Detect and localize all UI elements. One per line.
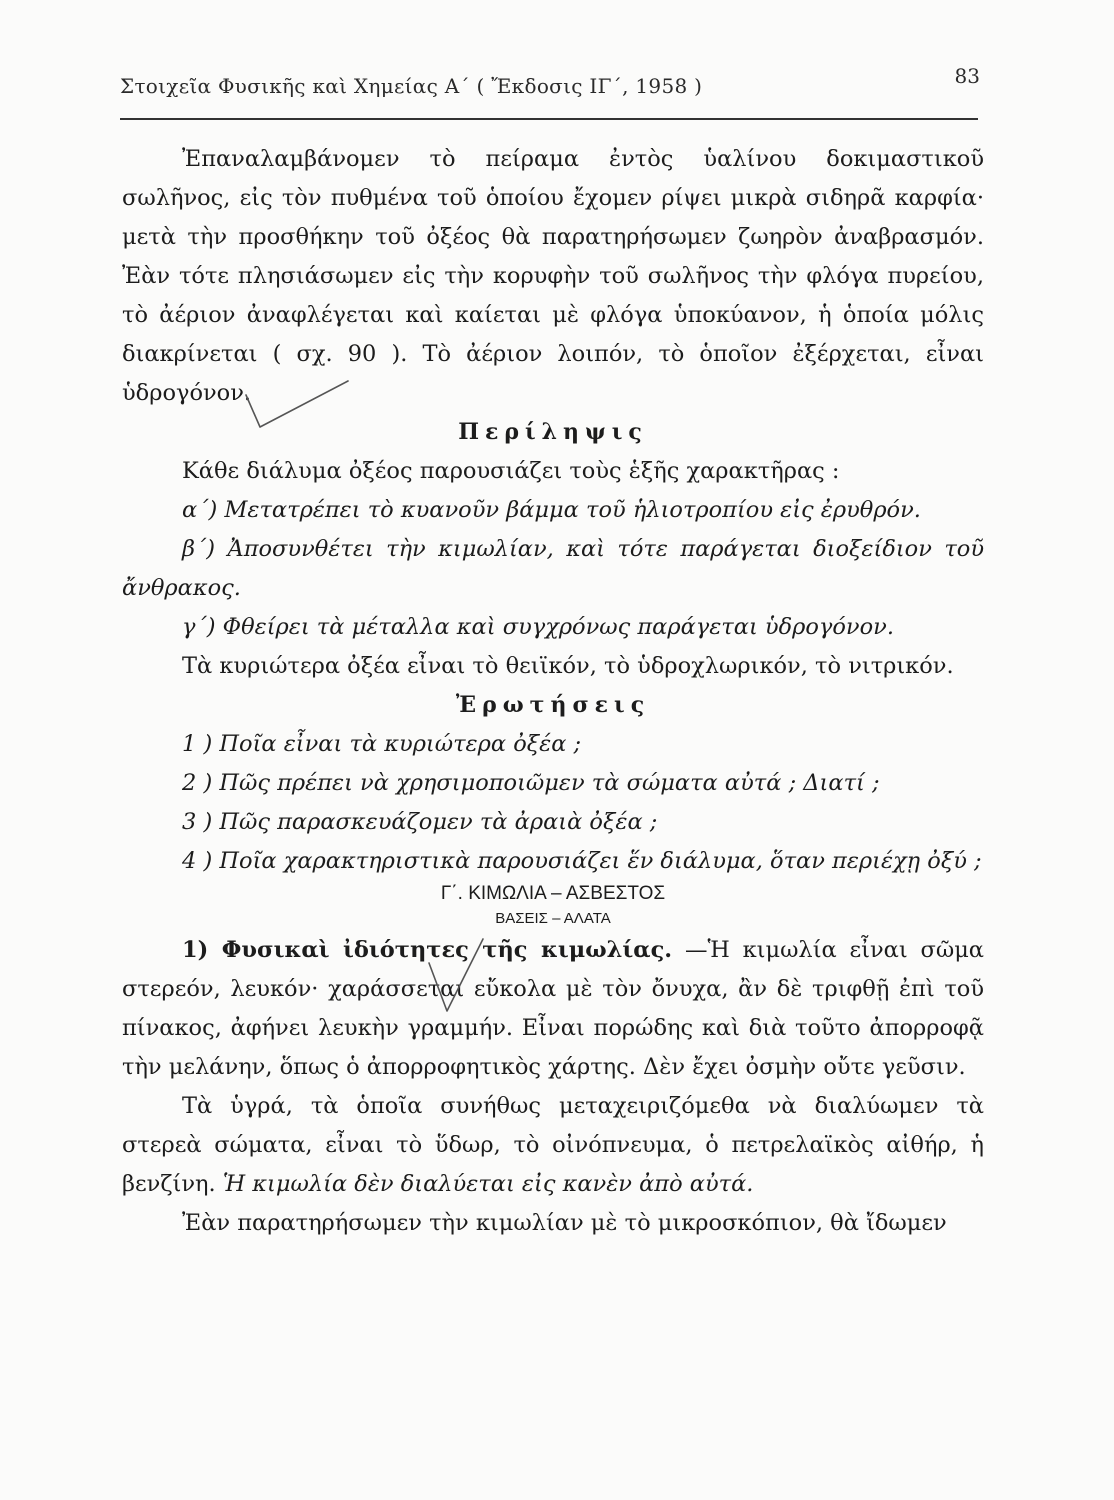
question-1: 1 ) Ποῖα εἶναι τὰ κυριώτερα ὀξέα ;: [182, 731, 582, 757]
paragraph-liquids: [122, 1087, 984, 1204]
paragraph-microscope: Ἐὰν παρατηρήσωμεν τὴν κιμωλίαν μὲ τὸ μικροσκόπιον, θὰ ἴδωμεν: [182, 1210, 947, 1236]
page-body: [122, 140, 984, 1243]
summary-closing: Τὰ κυριώτερα ὀξέα εἶναι τὸ θειϊκόν, τὸ ὑδροχλωρικόν, τὸ νιτρικόν.: [182, 653, 954, 679]
question-2: 2 ) Πῶς πρέπει νὰ χρησιμοποιῶμεν τὰ σώματα αὐτά ; Διατί ;: [182, 770, 880, 796]
summary-item-b: β΄) Ἀποσυνθέτει τὴν κιμωλίαν, καὶ τότε παράγεται διοξείδιον τοῦ ἄνθρακος.: [122, 536, 984, 601]
paragraph-experiment: Ἐπαναλαμβάνομεν τὸ πείραμα ἐντὸς ὑαλίνου δοκιμαστικοῦ σωλῆνος, εἰς τὸν πυθμένα τοῦ ὁποίου ἔχομεν ρίψει μικρὰ σιδηρᾶ καρφία· μετὰ τὴν προσθήκην τοῦ ὀξέος θὰ παρατηρήσωμεν ζωηρὸν ἀναβρασμόν. Ἐὰν τότε πλησιάσωμεν εἰς τὴν κορυφὴν τοῦ σωλῆνος τὴν φλόγα πυρείου, τὸ ἀέριον ἀναφλέγεται καὶ καίεται μὲ φλόγα ὑποκύανον, ἡ ὁποία μόλις διακρίνεται ( σχ. 90 ). Τὸ ἀέριον λοιπόν, τὸ ὁποῖον ἐξέρχεται, εἶναι ὑδρογόνον.: [122, 146, 984, 406]
section-1-text: —Ἡ κιμωλία εἶναι σῶμα στερεόν, λευκόν· χαράσσεται εὔκολα μὲ τὸν ὄνυχα, ἂν δὲ τριφθῇ ἐπὶ τοῦ πίνακος, ἀφήνει λευκὴν γραμμήν. Εἶναι πορώδης καὶ διὰ τοῦτο ἀπορροφᾷ τὴν μελάνην, ὅπως ὁ ἀπορροφητικὸς χάρτης. Δὲν ἔχει ὀσμὴν οὔτε γεῦσιν.: [122, 937, 985, 1080]
summary-item-c: γ΄) Φθείρει τὰ μέταλλα καὶ συγχρόνως παράγεται ὑδρογόνον.: [182, 614, 894, 640]
page-number: 83: [954, 64, 980, 88]
question-4: 4 ) Ποῖα χαρακτηριστικὰ παρουσιάζει ἕν διάλυμα, ὅταν περιέχῃ ὀξύ ;: [182, 848, 982, 874]
header-rule: [120, 118, 978, 120]
section-1-title: 1) Φυσικαὶ ἰδιότητες τῆς κιμωλίας.: [182, 937, 673, 963]
chapter-subtitle: ΒΑΣΕΙΣ – ΑΛΑΤΑ: [495, 910, 611, 927]
section-1: [122, 931, 984, 1087]
running-title: Στοιχεῖα Φυσικῆς καὶ Χημείας Α΄ ( Ἔκδοσις ΙΓ΄, 1958 ): [120, 74, 703, 98]
question-3: 3 ) Πῶς παρασκευάζομεν τὰ ἀραιὰ ὀξέα ;: [182, 809, 658, 835]
summary-intro: Κάθε διάλυμα ὀξέος παρουσιάζει τοὺς ἑξῆς χαρακτῆρας :: [182, 458, 840, 484]
summary-item-a: α΄) Μετατρέπει τὸ κυανοῦν βάμμα τοῦ ἡλιοτροπίου εἰς ἐρυθρόν.: [182, 497, 921, 523]
questions-heading: Ἐρωτήσεις: [455, 692, 651, 718]
liquids-italic: Ἡ κιμωλία δὲν διαλύεται εἰς κανὲν ἀπὸ αὐτά.: [222, 1171, 754, 1197]
liquids-text: Τὰ ὑγρά, τὰ ὁποῖα συνήθως μεταχειριζόμεθα νὰ διαλύωμεν τὰ στερεὰ σώματα, εἶναι τὸ ὕδωρ, τὸ οἰνόπνευμα, ὁ πετρελαϊκὸς αἰθήρ, ἡ βενζίνη.: [122, 1093, 984, 1197]
chapter-title: Γ΄. ΚΙΜΩΛΙΑ – ΑΣΒΕΣΤΟΣ: [440, 883, 666, 904]
summary-heading: Περίληψις: [458, 419, 648, 445]
